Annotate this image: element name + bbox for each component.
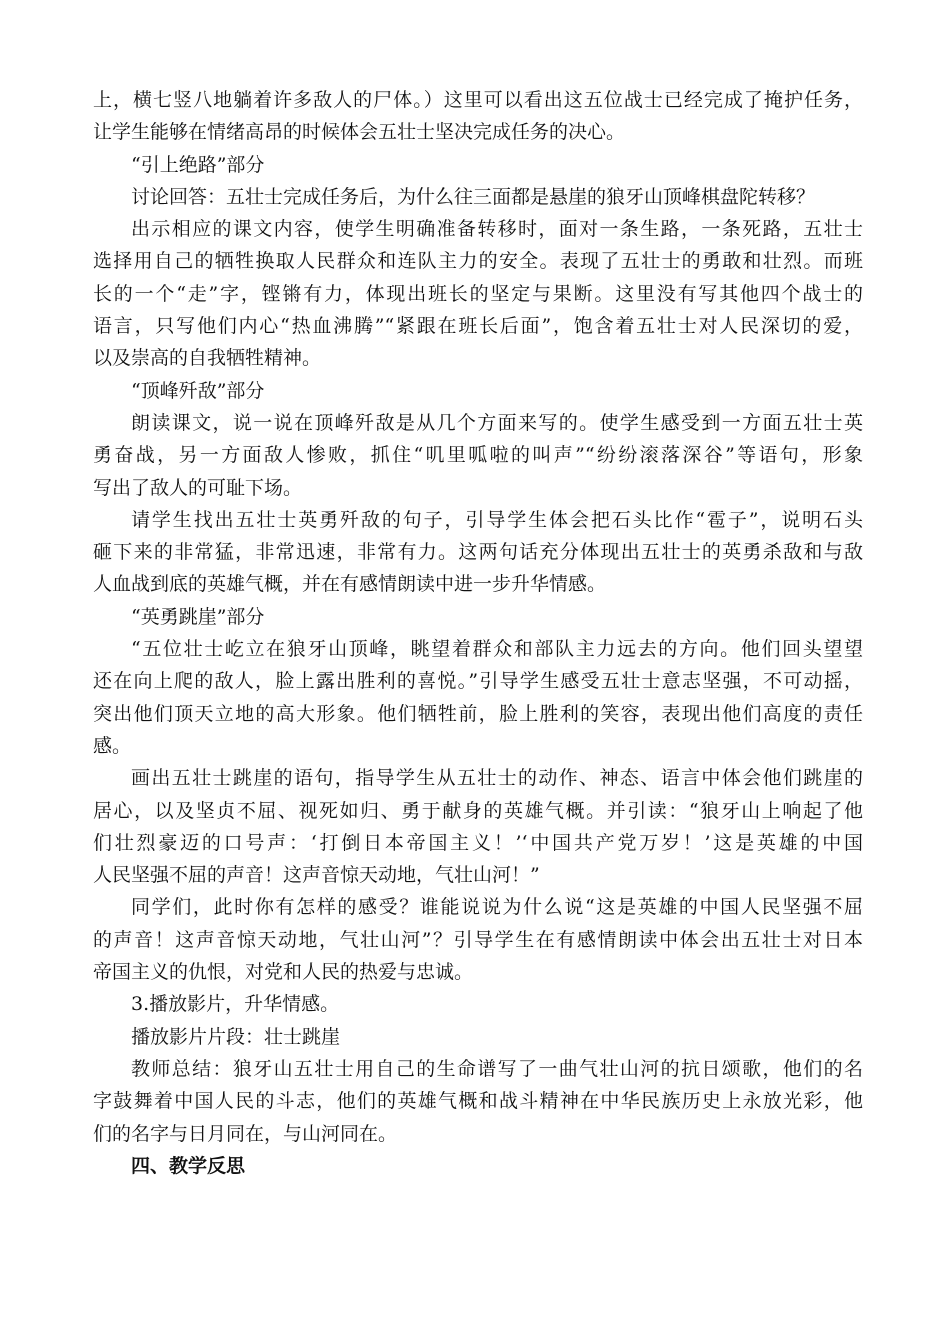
text-line: 讨论回答：五壮士完成任务后，为什么往三面都是悬崖的狼牙山顶峰棋盘陀转移？: [131, 185, 816, 208]
section-heading: 四、教学反思: [131, 1154, 246, 1177]
text-line: 长的一个“走”字，铿锵有力，体现出班长的坚定与果断。这里没有写其他四个战士的: [93, 282, 863, 305]
text-line: 写出了敌人的可耻下场。: [93, 476, 303, 499]
text-line: 出示相应的课文内容，使学生明确准备转移时，面对一条生路，一条死路，五壮士: [131, 218, 863, 241]
text-line: “英勇跳崖”部分: [131, 605, 265, 628]
text-line: 朗读课文，说一说在顶峰歼敌是从几个方面来写的。使学生感受到一方面五壮士英: [131, 411, 863, 434]
text-line: 3.播放影片，升华情感。: [131, 993, 340, 1016]
text-line: 居心，以及坚贞不屈、视死如归、勇于献身的英雄气概。并引读：“狼牙山上响起了他: [93, 799, 863, 822]
text-line: “五位壮士屹立在狼牙山顶峰，眺望着群众和部队主力远去的方向。他们回头望望: [131, 638, 863, 661]
text-line: 让学生能够在情绪高昂的时候体会五壮士坚决完成任务的决心。: [93, 121, 626, 144]
text-line: 播放影片片段：壮士跳崖: [131, 1025, 341, 1048]
text-line: “引上绝路”部分: [131, 153, 265, 176]
text-line: 感。: [93, 734, 132, 757]
text-line: 人民坚强不屈的声音！这声音惊天动地，气壮山河！”: [93, 864, 540, 887]
text-line: 突出他们顶天立地的高大形象。他们牺牲前，脸上胜利的笑容，表现出他们高度的责任: [93, 702, 863, 725]
text-line: 砸下来的非常猛，非常迅速，非常有力。这两句话充分体现出五壮士的英勇杀敌和与敌: [93, 541, 863, 564]
document-body: [93, 84, 863, 1182]
text-line: 语言，只写他们内心“热血沸腾”“紧跟在班长后面”，饱含着五壮士对人民深切的爱，: [93, 315, 863, 338]
text-line: 同学们，此时你有怎样的感受？谁能说说为什么说“这是英雄的中国人民坚强不屈: [131, 896, 863, 919]
text-line: 字鼓舞着中国人民的斗志，他们的英雄气概和战斗精神在中华民族历史上永放光彩，他: [93, 1090, 863, 1113]
text-line: 人血战到底的英雄气概，并在有感情朗读中进一步升华情感。: [93, 573, 607, 596]
text-line: 请学生找出五壮士英勇歼敌的句子，引导学生体会把石头比作“雹子”，说明石头: [131, 508, 863, 531]
text-line: “顶峰歼敌”部分: [131, 379, 265, 402]
text-line: 画出五壮士跳崖的语句，指导学生从五壮士的动作、神态、语言中体会他们跳崖的: [131, 767, 863, 790]
text-line: 勇奋战，另一方面敌人惨败，抓住“叽里呱啦的叫声”“纷纷滚落深谷”等语句，形象: [93, 444, 863, 467]
text-line: 们的名字与日月同在，与山河同在。: [93, 1122, 398, 1145]
text-line: 们壮烈豪迈的口号声：‘打倒日本帝国主义！’‘中国共产党万岁！’这是英雄的中国: [93, 831, 863, 854]
text-line: 教师总结：狼牙山五壮士用自己的生命谱写了一曲气壮山河的抗日颂歌，他们的名: [131, 1057, 863, 1080]
text-line: 选择用自己的牺牲换取人民群众和连队主力的安全。表现了五壮士的勇敢和壮烈。而班: [93, 250, 863, 273]
text-line: 还在向上爬的敌人，脸上露出胜利的喜悦。”引导学生感受五壮士意志坚强，不可动摇，: [93, 670, 863, 693]
text-line: 上，横七竖八地躺着许多敌人的尸体。）这里可以看出这五位战士已经完成了掩护任务，: [93, 89, 863, 111]
text-line: 帝国主义的仇恨，对党和人民的热爱与忠诚。: [93, 961, 474, 984]
text-line: 的声音！这声音惊天动地，气壮山河”？引导学生在有感情朗读中体会出五壮士对日本: [93, 928, 863, 951]
text-line: 以及崇高的自我牺牲精神。: [93, 347, 322, 370]
